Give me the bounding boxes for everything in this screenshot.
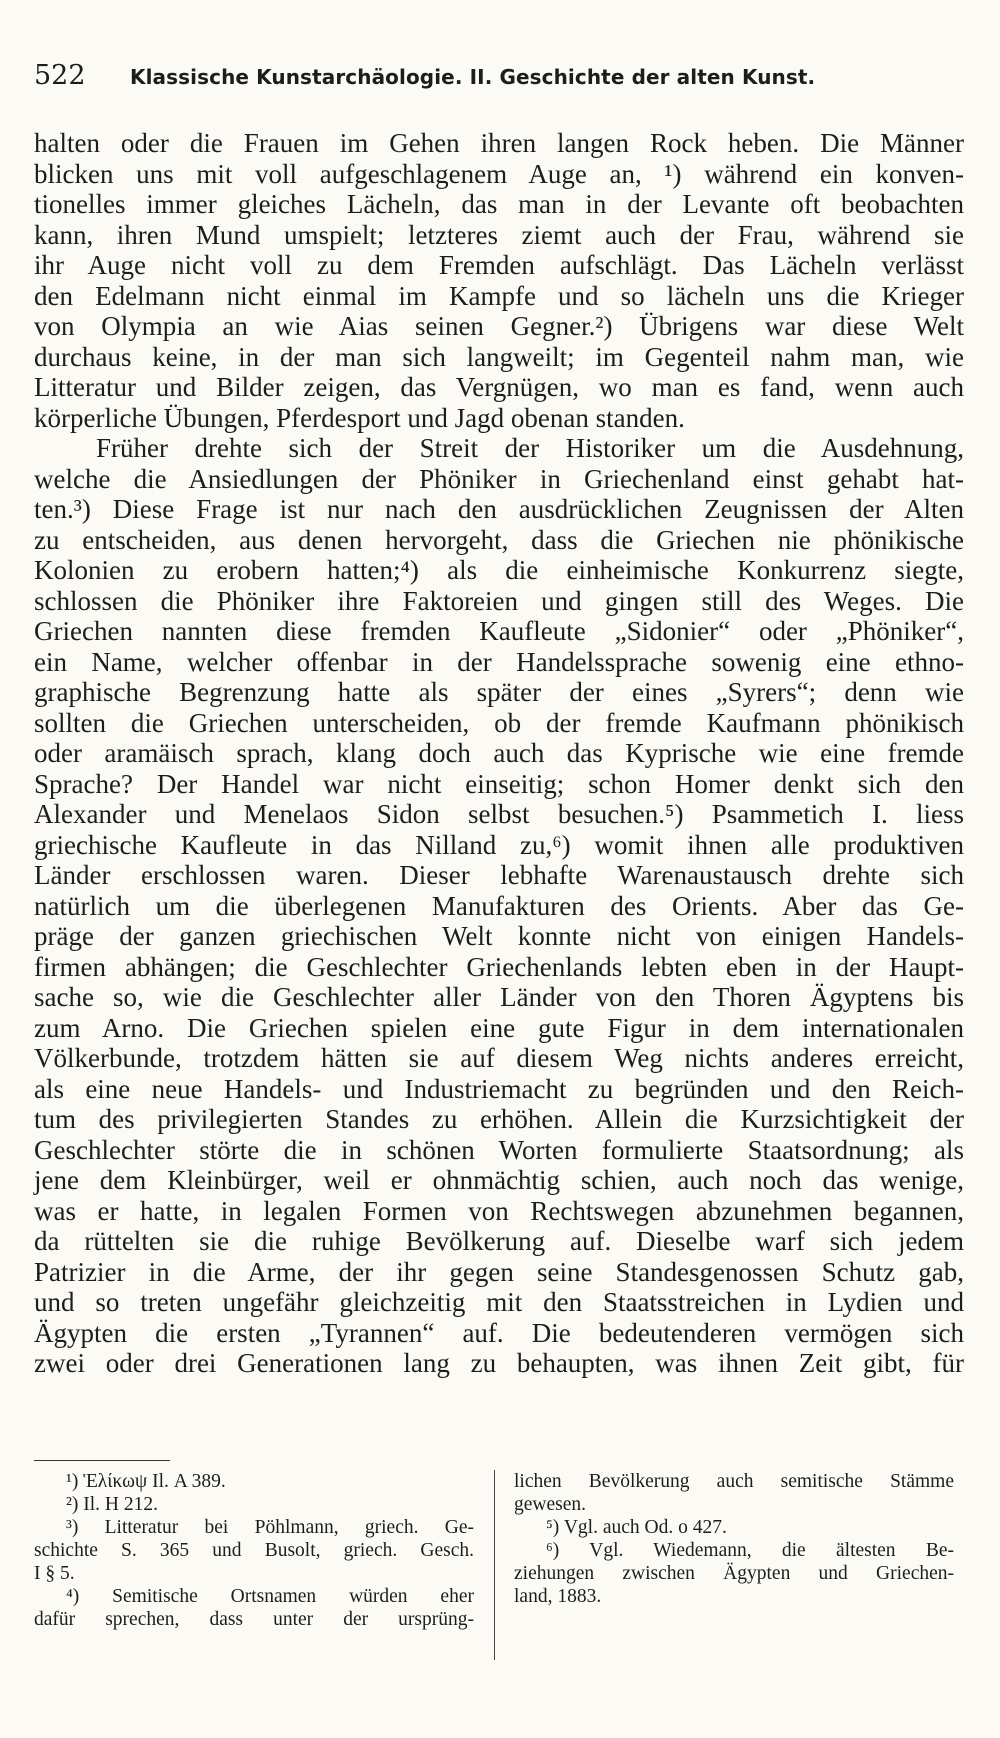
footnote-column-divider [494,1470,495,1660]
text-line: graphische Begrenzung hatte als später der eines „Syrers“; denn wie [34,677,964,707]
text-line: griechische Kaufleute in das Nilland zu,⁶) womit ihnen alle produktiven [34,829,964,860]
footnote-line: schichte S. 365 und Busolt, griech. Gesch. [34,1540,474,1561]
text-line: zwei oder drei Generationen lang zu behaupten, was ihnen Zeit gibt, für [34,1348,964,1378]
running-head: Klassische Kunstarchäologie. II. Geschichte der alten Kunst. [130,65,816,89]
footnote-line: ¹) Ἑλίκωψ Il. Α 389. [66,1471,226,1492]
text-line: Völkerbunde, trotzdem hätten sie auf diesem Weg nichts anderes erreicht, [34,1043,964,1073]
text-line: Früher drehte sich der Streit der Historiker um die Ausdehnung, [96,433,964,463]
text-line: körperliche Übungen, Pferdesport und Jagd obenan standen. [34,402,685,433]
footnote-line: land, 1883. [514,1586,602,1607]
text-line: sollten die Griechen unterscheiden, ob der fremde Kaufmann phönikisch [34,707,964,738]
footnotes-left-column [34,1470,474,1631]
text-line: durchaus keine, in der man sich langweilt; im Gegenteil nahm man, wie [34,341,964,372]
text-line: tionelles immer gleiches Lächeln, das man in der Levante oft beobachten [34,189,964,219]
text-line: ihr Auge nicht voll zu dem Fremden aufschlägt. Das Lächeln verlässt [34,250,964,280]
text-line: sache so, wie die Geschlechter aller Länder von den Thoren Ägyptens bis [34,982,964,1012]
footnote-line: ziehungen zwischen Ägypten und Griechen- [514,1563,954,1584]
text-line: als eine neue Handels- und Industriemacht zu begründen und den Reich- [34,1073,964,1104]
text-line: und so treten ungefähr gleichzeitig mit den Staatsstreichen in Lydien und [34,1287,964,1317]
text-line: kann, ihren Mund umspielt; letzteres ziemt auch der Frau, während sie [34,219,964,250]
page-header [34,60,954,91]
text-line: Länder erschlossen waren. Dieser lebhafte Warenaustausch drehte sich [34,860,964,890]
text-line: von Olympia an wie Aias seinen Gegner.²) Übrigens war diese Welt [34,311,964,341]
text-line: Litteratur und Bilder zeigen, das Vergnügen, wo man es fand, wenn auch [34,372,964,402]
text-line: natürlich um die überlegenen Manufakturen des Orients. Aber das Ge- [34,890,964,921]
text-line: Kolonien zu erobern hatten;⁴) als die einheimische Konkurrenz siegte, [34,555,964,585]
text-line: Sprache? Der Handel war nicht einseitig; schon Homer denkt sich den [34,768,964,799]
text-line: blicken uns mit voll aufgeschlagenem Auge an, ¹) während ein konven- [34,158,964,189]
footnote-line: gewesen. [514,1494,587,1515]
text-line: Patrizier in die Arme, der ihr gegen seine Standesgenossen Schutz gab, [34,1256,964,1287]
text-line: was er hatte, in legalen Formen von Rechtswegen abzunehmen begannen, [34,1195,964,1226]
text-line: tum des privilegierten Standes zu erhöhen. Allein die Kurzsichtigkeit der [34,1104,964,1134]
footnote-line: ⁶) Vgl. Wiedemann, die ältesten Be- [546,1540,954,1561]
footnote-rule [34,1460,170,1461]
footnote-line: ³) Litteratur bei Pöhlmann, griech. Ge- [66,1517,474,1538]
text-line: den Edelmann nicht einmal im Kampfe und so lächeln uns die Krieger [34,280,964,311]
text-line: da rüttelten sie die ruhige Bevölkerung auf. Dieselbe warf sich jedem [34,1226,964,1256]
footnotes-right-column [514,1470,954,1608]
text-line: präge der ganzen griechischen Welt konnte nicht von einigen Handels- [34,921,964,951]
text-line: schlossen die Phöniker ihre Faktoreien und gingen still des Weges. Die [34,585,964,616]
text-line: ein Name, welcher offenbar in der Handelssprache sowenig eine ethno- [34,646,964,677]
footnote-line: ²) Il. Η 212. [66,1494,158,1515]
footnote-line: dafür sprechen, dass unter der ursprüng- [34,1609,474,1630]
text-line: oder aramäisch sprach, klang doch auch das Kyprische wie eine fremde [34,738,964,768]
footnote-line: lichen Bevölkerung auch semitische Stämme [514,1471,954,1492]
text-line: Griechen nannten diese fremden Kaufleute „Sidonier“ oder „Phöniker“, [34,616,964,646]
text-line: firmen abhängen; die Geschlechter Griechenlands lebten eben in der Haupt- [34,951,964,982]
text-line: zu entscheiden, aus denen hervorgeht, dass die Griechen nie phönikische [34,524,964,555]
text-line: Alexander und Menelaos Sidon selbst besuchen.⁵) Psammetich I. liess [34,799,964,829]
text-line: Geschlechter störte die in schönen Worten formulierte Staatsordnung; als [34,1134,964,1165]
text-line: jene dem Kleinbürger, weil er ohnmächtig schien, auch noch das wenige, [34,1165,964,1195]
text-line: halten oder die Frauen im Gehen ihren langen Rock heben. Die Männer [34,128,964,158]
text-line: welche die Ansiedlungen der Phöniker in Griechenland einst gehabt hat- [34,463,964,494]
footnote-line: ⁵) Vgl. auch Od. ο 427. [546,1517,727,1538]
text-line: zum Arno. Die Griechen spielen eine gute Figur in dem internationalen [34,1012,964,1043]
page-number: 522 [34,60,86,91]
text-line: Ägypten die ersten „Tyrannen“ auf. Die bedeutenderen vermögen sich [34,1317,964,1348]
text-line: ten.³) Diese Frage ist nur nach den ausdrücklichen Zeugnissen der Alten [34,494,964,524]
body-text [34,128,964,1379]
footnote-line: ⁴) Semitische Ortsnamen würden eher [66,1586,474,1607]
footnote-line: I § 5. [34,1563,75,1584]
